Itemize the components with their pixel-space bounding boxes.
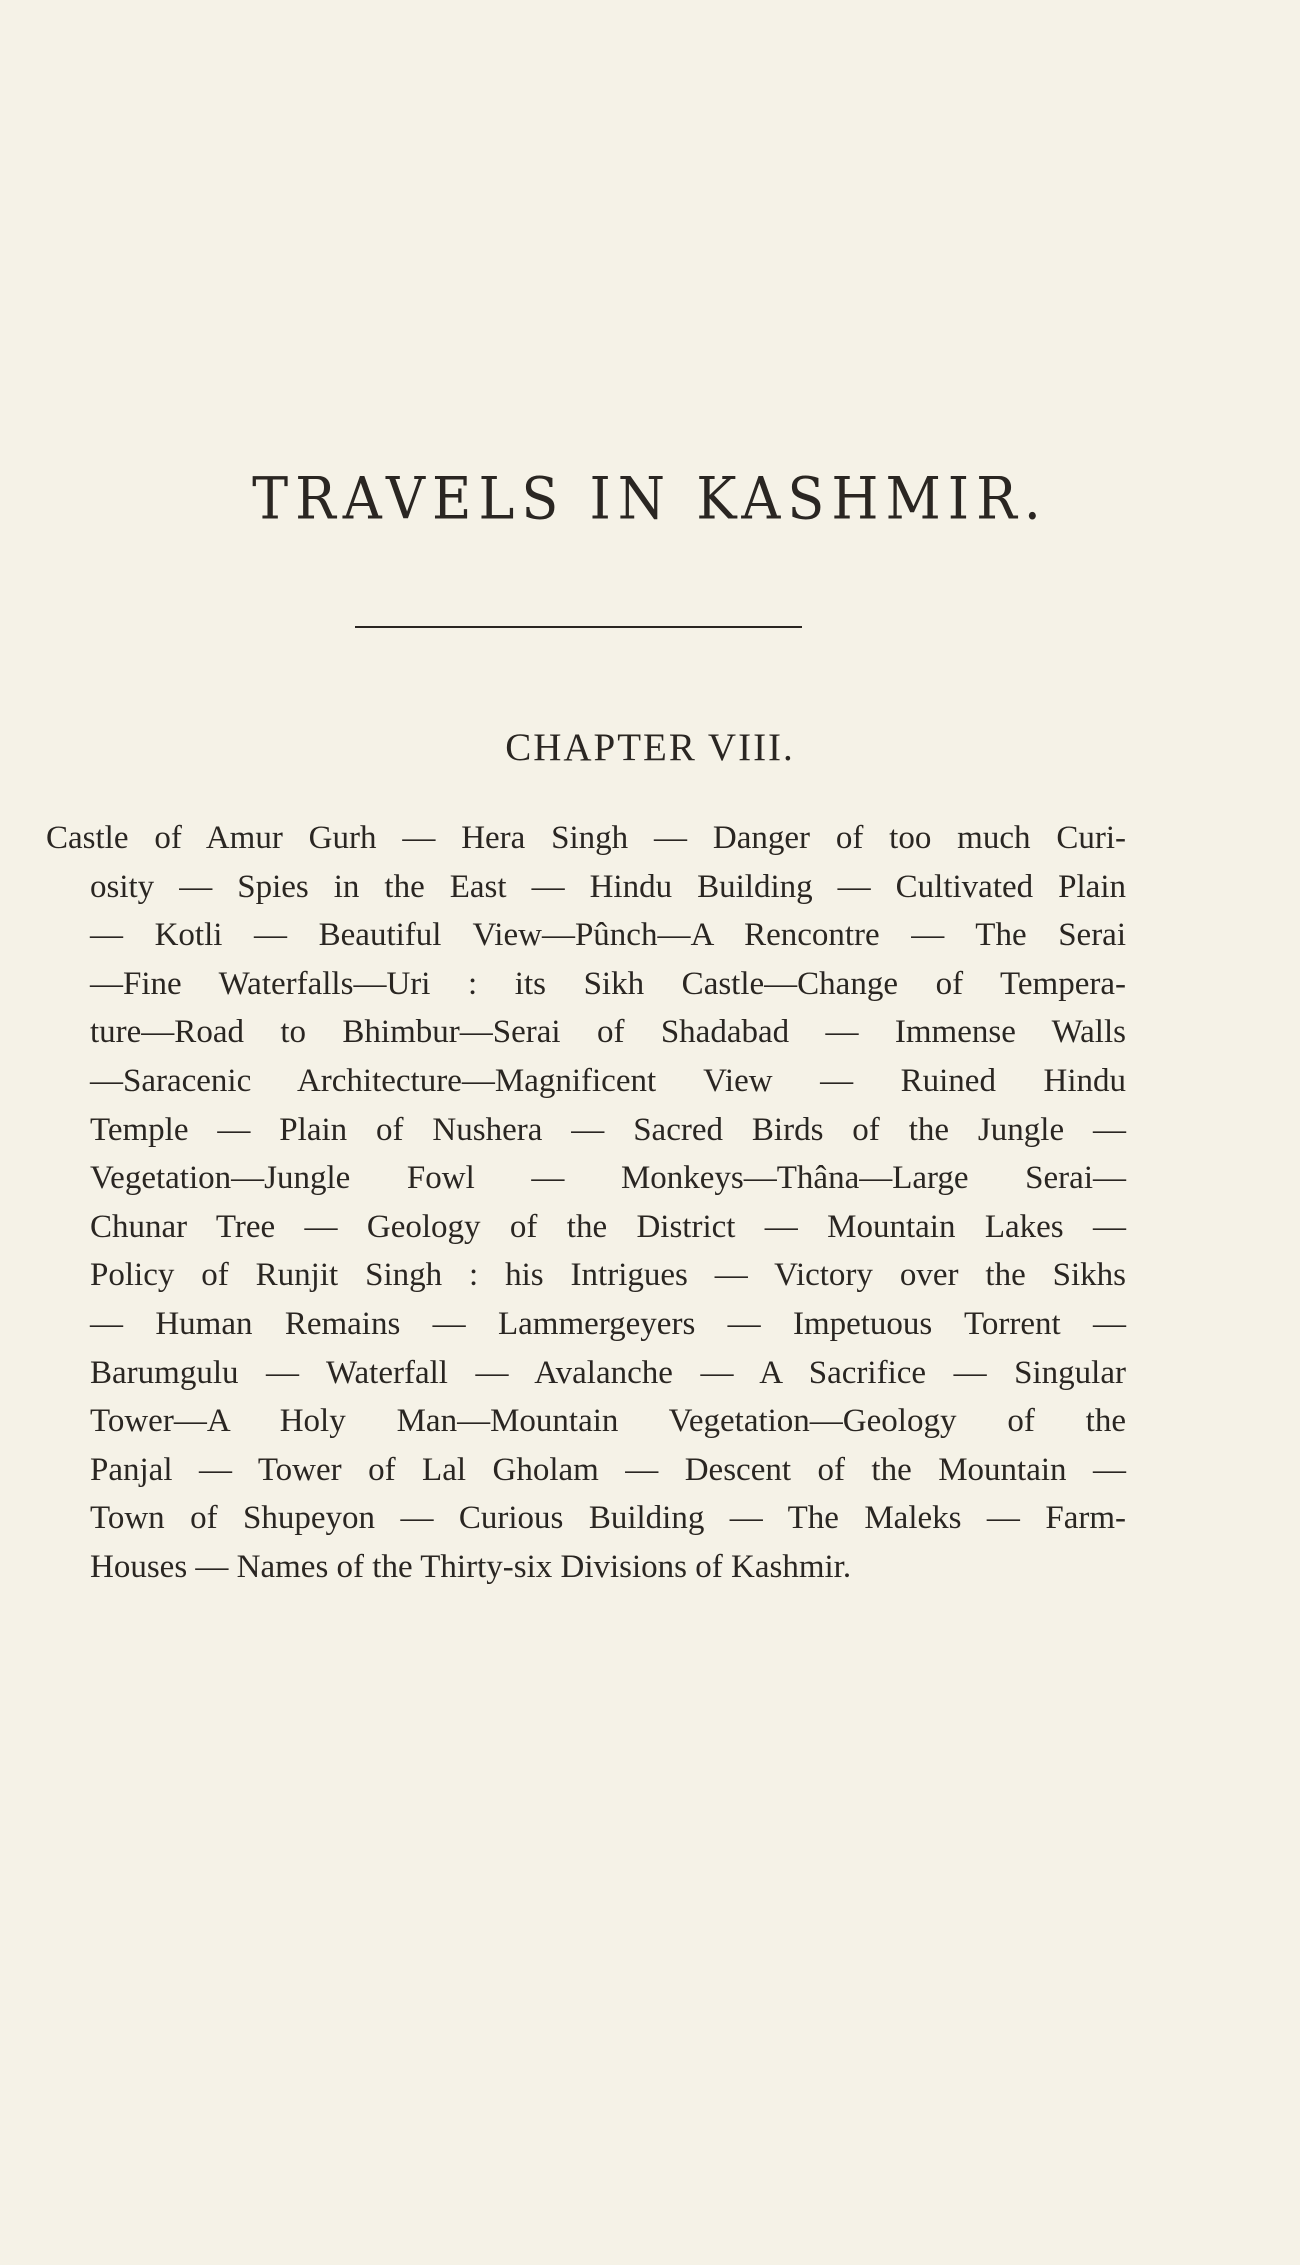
synopsis-line: — Kotli — Beautiful View—Pûnch—A Rencontre — The Serai [90,917,1126,954]
synopsis-line: Barumgulu — Waterfall — Avalanche — A Sacrifice — Singular [90,1354,1126,1391]
synopsis-line: Policy of Runjit Singh : his Intrigues — Victory over the Sikhs [90,1257,1126,1294]
synopsis-line: Vegetation—Jungle Fowl — Monkeys—Thâna—Large Serai— [90,1160,1126,1197]
synopsis-line: Panjal — Tower of Lal Gholam — Descent of the Mountain — [90,1451,1126,1488]
running-title: TRAVELS IN KASHMIR. [252,464,1048,533]
synopsis-line: ture—Road to Bhimbur—Serai of Shadabad — Immense Walls [90,1014,1126,1051]
chapter-heading: CHAPTER VIII. [505,726,795,769]
synopsis-line: Chunar Tree — Geology of the District — Mountain Lakes — [90,1208,1126,1245]
synopsis-line: Castle of Amur Gurh — Hera Singh — Danger of too much Curi- [46,820,1126,856]
chapter-synopsis [46,814,1126,1592]
synopsis-line: —Saracenic Architecture—Magnificent View — Ruined Hindu [90,1062,1126,1099]
synopsis-line: — Human Remains — Lammergeyers — Impetuous Torrent — [90,1305,1126,1342]
title-rule [355,626,802,628]
synopsis-line: Tower—A Holy Man—Mountain Vegetation—Geology of the [90,1403,1126,1440]
synopsis-line: Temple — Plain of Nushera — Sacred Birds of the Jungle — [90,1111,1126,1148]
synopsis-line: osity — Spies in the East — Hindu Building — Cultivated Plain [90,868,1126,905]
synopsis-line: —Fine Waterfalls—Uri : its Sikh Castle—Change of Tempera- [90,965,1126,1002]
synopsis-line: Houses — Names of the Thirty-six Divisions of Kashmir. [90,1548,852,1585]
synopsis-line: Town of Shupeyon — Curious Building — The Maleks — Farm- [90,1500,1126,1537]
